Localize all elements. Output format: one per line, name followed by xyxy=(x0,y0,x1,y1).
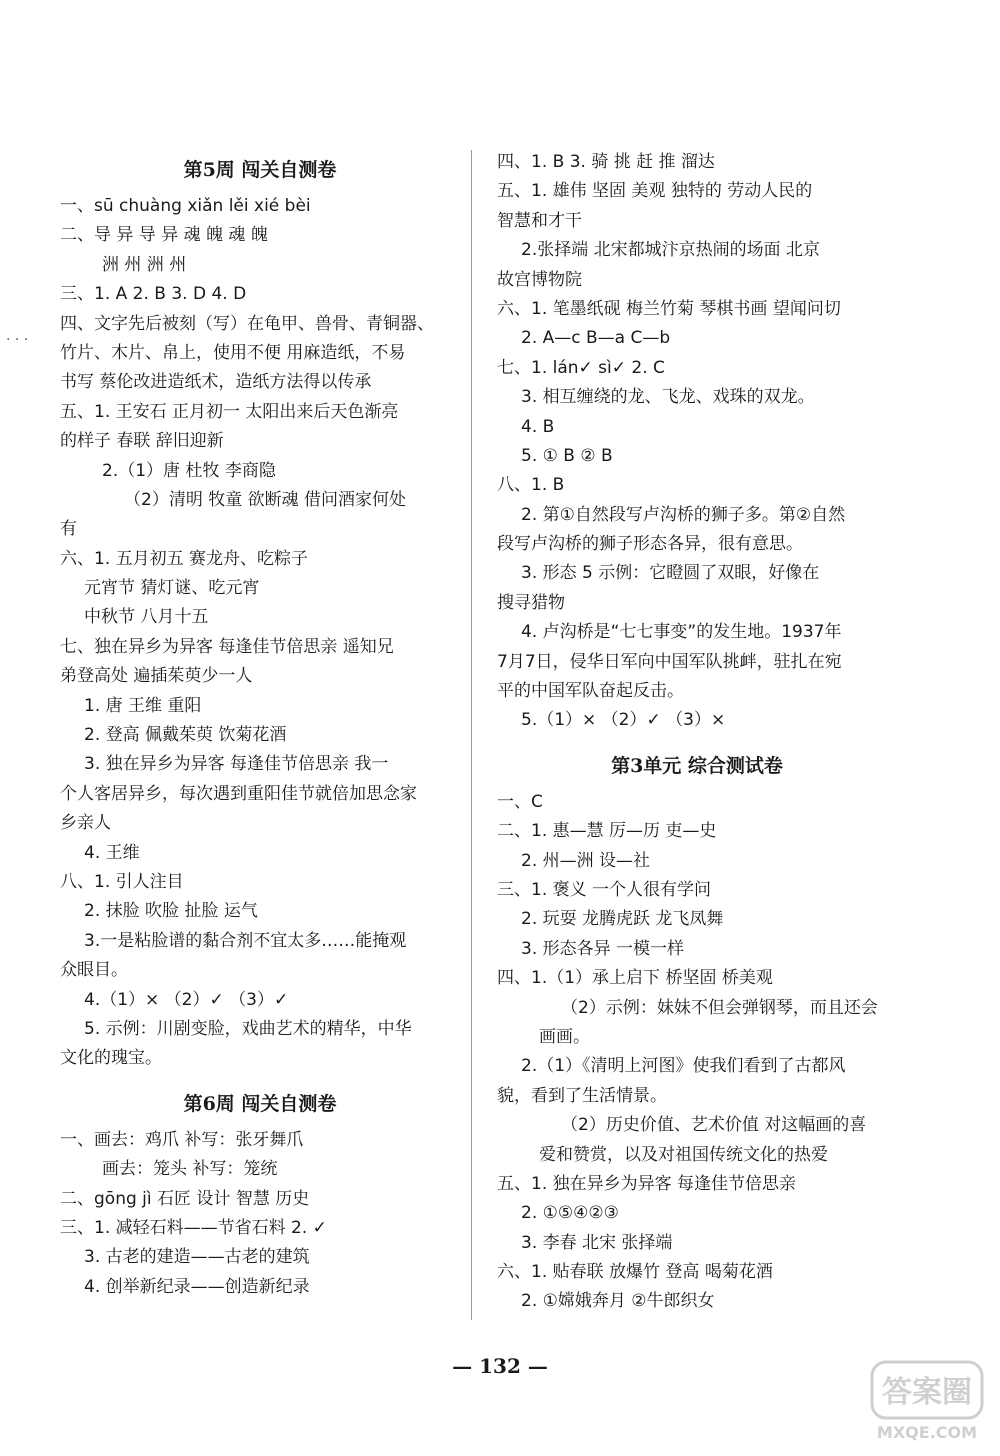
answer-line: 洲 州 洲 州 xyxy=(102,254,187,275)
answer-line: 5. ① B ② B xyxy=(521,445,613,466)
answer-line: 乡亲人 xyxy=(60,813,111,834)
right-column xyxy=(497,148,897,1317)
answer-line: 3. 相互缠绕的龙、飞龙、戏珠的双龙。 xyxy=(521,387,815,408)
answer-line: 三、1. A 2. B 3. D 4. D xyxy=(60,284,247,305)
answer-line: 2. ①⑤④②③ xyxy=(521,1203,619,1224)
answer-line: 7月7日，侵华日军向中国军队挑衅，驻扎在宛 xyxy=(497,651,842,672)
answer-line: 画画。 xyxy=(539,1026,590,1047)
answer-line: 3. 形态 5 示例：它瞪圆了双眼，好像在 xyxy=(521,563,820,584)
answer-line: 3. 李春 北宋 张择端 xyxy=(521,1232,673,1253)
answer-line: 2.（1）《清明上河图》使我们看到了古都风 xyxy=(521,1056,846,1077)
answer-line: 2. ①嫦娥奔月 ②牛郎织女 xyxy=(521,1291,715,1312)
answer-line: 1. 唐 王维 重阳 xyxy=(84,695,202,716)
section-heading: 第6周 闯关自测卷 xyxy=(183,1092,337,1115)
answer-line: 三、1. 褒义 一个人很有学问 xyxy=(497,879,712,900)
answer-line: 二、gōng jì 石匠 设计 智慧 历史 xyxy=(60,1188,310,1209)
answer-line: 八、1. B xyxy=(497,475,565,496)
answer-line: 3. 古老的建造——古老的建筑 xyxy=(84,1247,310,1268)
answer-line: 3. 形态各异 一模一样 xyxy=(521,938,685,959)
answer-line: 3. 独在异乡为异客 每逢佳节倍思亲 我一 xyxy=(84,754,389,775)
answer-line: 爱和赞赏，以及对祖国传统文化的热爱 xyxy=(539,1144,828,1165)
answer-line: 五、1. 雄伟 坚固 美观 独特的 劳动人民的 xyxy=(497,181,813,202)
answer-line: 众眼目。 xyxy=(60,960,128,981)
answer-line: 一、画去：鸡爪 补写：张牙舞爪 xyxy=(60,1129,304,1150)
answer-line: 二、1. 惠—慧 厉—历 吏—史 xyxy=(497,821,717,842)
answer-line: 5. 示例：川剧变脸，戏曲艺术的精华，中华 xyxy=(84,1018,412,1039)
answer-line: 竹片、木片、帛上，使用不便 用麻造纸，不易 xyxy=(60,342,406,363)
answer-line: 五、1. 王安石 正月初一 太阳出来后天色渐亮 xyxy=(60,401,399,422)
answer-line: 文化的瑰宝。 xyxy=(60,1048,162,1069)
answer-line: 一、sū chuàng xiǎn lěi xié bèi xyxy=(60,196,311,216)
answer-line: 六、1. 笔墨纸砚 梅兰竹菊 琴棋书画 望闻问切 xyxy=(497,298,841,319)
answer-line: 3.一是粘脸谱的黏合剂不宜太多……能掩观 xyxy=(84,930,407,951)
answer-line: 画去：笼头 补写：笼统 xyxy=(102,1159,278,1180)
watermark-text: 答案圈 xyxy=(882,1375,972,1410)
answer-line: 4.（1）× （2）✓ （3）✓ xyxy=(84,989,289,1010)
answer-line: 有 xyxy=(60,519,77,540)
answer-line: 元宵节 猜灯谜、吃元宵 xyxy=(84,578,260,599)
answer-line: 二、导 异 导 异 魂 魄 魂 魄 xyxy=(60,225,268,246)
answer-line: 段写卢沟桥的狮子形态各异，很有意思。 xyxy=(497,534,803,555)
answer-line: 2. 登高 佩戴茱萸 饮菊花酒 xyxy=(84,725,287,746)
answer-line: 三、1. 减轻石料——节省石料 2. ✓ xyxy=(60,1217,327,1238)
answer-line: 四、1.（1）承上启下 桥坚固 桥美观 xyxy=(497,968,773,989)
answer-line: 搜寻猎物 xyxy=(497,592,565,613)
page-number: — 132 — xyxy=(452,1354,548,1378)
answer-line: 4. 卢沟桥是“七七事变”的发生地。1937年 xyxy=(521,622,842,643)
section-heading: 第5周 闯关自测卷 xyxy=(183,159,337,181)
left-column xyxy=(60,148,460,1302)
answer-line: 2.（1）唐 杜牧 李商隐 xyxy=(102,460,276,481)
answer-line: 智慧和才干 xyxy=(497,210,582,231)
section-heading: 第3单元 综合测试卷 xyxy=(611,754,783,777)
answer-line: 五、1. 独在异乡为异客 每逢佳节倍思亲 xyxy=(497,1173,797,1194)
answer-line: 七、独在异乡为异客 每逢佳节倍思亲 遥知兄 xyxy=(60,636,394,657)
answer-line: 六、1. 贴春联 放爆竹 登高 喝菊花酒 xyxy=(497,1262,773,1283)
answer-line: （2）历史价值、艺术价值 对这幅画的喜 xyxy=(561,1115,867,1136)
answer-line: 书写 蔡伦改进造纸术，造纸方法得以传承 xyxy=(60,372,372,393)
answer-line: 貌，看到了生活情景。 xyxy=(497,1085,667,1106)
answer-line: 七、1. lán✓ sì✓ 2. C xyxy=(497,357,665,378)
answer-line: 2. 玩耍 龙腾虎跃 龙飞凤舞 xyxy=(521,909,724,930)
answer-line: 5.（1）× （2）✓ （3）× xyxy=(521,710,726,731)
answer-line: 四、1. B 3. 骑 挑 赶 推 溜达 xyxy=(497,152,715,172)
answer-line: 一、C xyxy=(497,791,543,812)
answer-line: 平的中国军队奋起反击。 xyxy=(497,681,684,702)
answer-line: 八、1. 引人注目 xyxy=(60,871,184,892)
answer-line: 弟登高处 遍插茱萸少一人 xyxy=(60,666,253,687)
answer-line: 四、文字先后被刻（写）在龟甲、兽骨、青铜器、 xyxy=(60,313,434,334)
answer-line: 中秋节 八月十五 xyxy=(84,607,209,628)
answer-line: 六、1. 五月初五 赛龙舟、吃粽子 xyxy=(60,548,309,569)
answer-line: 2. A—c B—a C—b xyxy=(521,328,671,349)
watermark-logo xyxy=(868,1356,986,1446)
answer-line: （2）清明 牧童 欲断魂 借问酒家何处 xyxy=(124,489,407,510)
answer-line: 2. 第①自然段写卢沟桥的狮子多。第②自然 xyxy=(521,504,846,525)
answer-line: 2.张择端 北宋都城汴京热闹的场面 北京 xyxy=(521,240,821,261)
column-divider xyxy=(471,150,472,1320)
answer-line: 4. 王维 xyxy=(84,842,140,863)
answer-line: 个人客居异乡，每次遇到重阳佳节就倍加思念家 xyxy=(60,783,417,804)
answer-line: （2）示例：妹妹不但会弹钢琴，而且还会 xyxy=(561,997,878,1018)
answer-line: 的样子 春联 辞旧迎新 xyxy=(60,431,224,452)
answer-line: 故宫博物院 xyxy=(497,269,582,290)
answer-line: 2. 州—洲 设—社 xyxy=(521,850,651,871)
watermark-url: MXQE.COM xyxy=(876,1423,978,1442)
answer-line: 4. 创举新纪录——创造新纪录 xyxy=(84,1276,310,1297)
answer-line: 4. B xyxy=(521,416,555,437)
margin-marks: · · · xyxy=(6,332,29,348)
answer-line: 2. 抹脸 吹脸 扯脸 运气 xyxy=(84,901,258,922)
